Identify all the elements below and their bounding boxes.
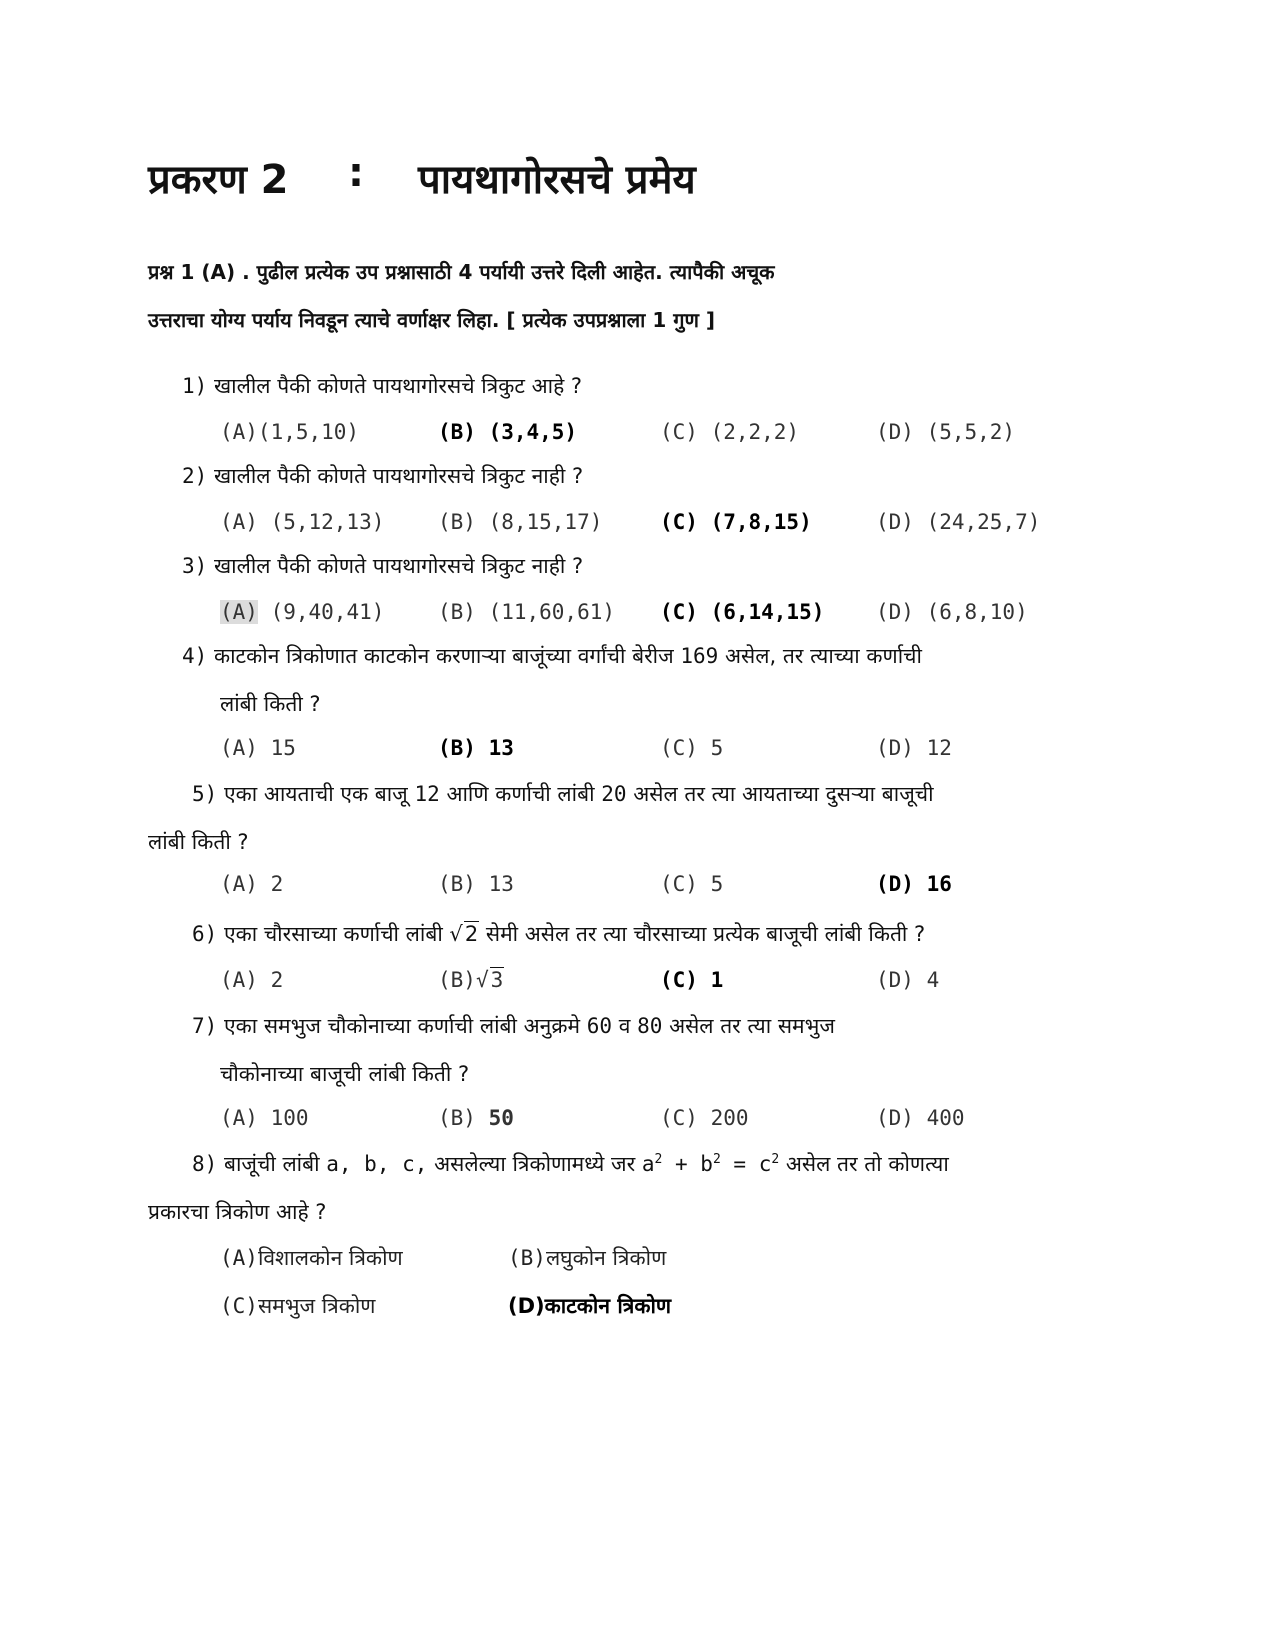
question-value-b: 20 — [601, 782, 627, 806]
option-d: (D) (24,25,7) — [876, 510, 1041, 534]
option-c-correct: (C) 1 — [660, 968, 724, 992]
equation: $a^2 + b^2 = c^2$ — [641, 1152, 780, 1176]
chapter-label: प्रकरण 2 — [148, 157, 289, 203]
question-5 — [192, 780, 934, 808]
option-a: (A) 2 — [220, 968, 284, 992]
sqrt-radicand: 2 — [464, 922, 479, 946]
question-text-b: असलेल्या त्रिकोणामध्ये जर — [434, 1152, 636, 1176]
question-value: 169 — [680, 644, 719, 668]
option-d-correct: (D) 16 — [876, 872, 952, 896]
sqrt-radicand: 3 — [490, 968, 504, 992]
question-1 — [182, 372, 582, 400]
option-b: (B)√3 — [438, 968, 504, 992]
option-c: (C) 200 — [660, 1106, 749, 1130]
option-a: (A) 15 — [220, 736, 296, 760]
instruction-line-1: प्रश्न 1 (A) . पुढील प्रत्येक उप प्रश्नासाठी 4 पर्यायी उत्तरे दिली आहेत. त्यापैकी अचूक — [148, 260, 775, 284]
option-a: (A) 2 — [220, 872, 284, 896]
question-text-c: असेल तर त्या समभुज — [669, 1014, 835, 1038]
question-text: काटकोन त्रिकोणात काटकोन करणाऱ्या बाजूंच्या वर्गांची बेरीज — [213, 644, 674, 668]
question-6 — [192, 920, 925, 948]
option-c: (C) (2,2,2) — [660, 420, 800, 444]
option-d: (D) 4 — [876, 968, 940, 992]
question-text-a: एका आयताची एक बाजू — [223, 782, 408, 806]
option-a: (A)(1,5,10) — [220, 420, 360, 444]
question-value-a: 12 — [414, 782, 440, 806]
chapter-colon: : — [348, 150, 364, 196]
option-b: (B) (11,60,61) — [438, 600, 616, 624]
question-value-b: 80 — [637, 1014, 663, 1038]
question-number: 2) — [182, 464, 208, 488]
question-4-line-2: लांबी किती ? — [220, 692, 321, 716]
question-number: 5) — [192, 782, 218, 806]
question-number: 6) — [192, 922, 218, 946]
question-text-a: एका समभुज चौकोनाच्या कर्णाची लांबी अनुक्रमे — [223, 1014, 581, 1038]
question-8-line-2: प्रकारचा त्रिकोण आहे ? — [148, 1200, 327, 1224]
question-vars: a, b, c, — [326, 1152, 428, 1176]
option-d-correct: (D)काटकोन त्रिकोण — [508, 1294, 672, 1318]
option-a: (A)विशालकोन त्रिकोण — [220, 1246, 403, 1270]
option-a — [220, 600, 384, 624]
option-c: (C)समभुज त्रिकोण — [220, 1294, 376, 1318]
question-2 — [182, 462, 583, 490]
question-4 — [182, 642, 922, 670]
option-b-label: (B) — [438, 968, 476, 992]
option-b: (B) (8,15,17) — [438, 510, 603, 534]
question-text-c: असेल तर त्या आयताच्या दुसऱ्या बाजूची — [633, 782, 934, 806]
instruction-line-2: उत्तराचा योग्य पर्याय निवडून त्याचे वर्णाक्षर लिहा. [ प्रत्येक उपप्रश्नाला 1 गुण ] — [148, 308, 716, 332]
question-text-a: बाजूंची लांबी — [223, 1152, 320, 1176]
option-b-correct: (B) 13 — [438, 736, 514, 760]
question-number: 1) — [182, 374, 208, 398]
question-text: खालील पैकी कोणते पायथागोरसचे त्रिकुट आहे ? — [213, 374, 583, 398]
option-d: (D) 400 — [876, 1106, 965, 1130]
question-value-a: 60 — [586, 1014, 613, 1038]
question-text-a: एका चौरसाच्या कर्णाची लांबी √ — [223, 922, 463, 946]
chapter-title: पायथागोरसचे प्रमेय — [418, 157, 696, 203]
option-b-label: (B) — [438, 1106, 476, 1130]
option-b: (B)लघुकोन त्रिकोण — [508, 1246, 667, 1270]
question-text-b: सेमी असेल तर त्या चौरसाच्या प्रत्येक बाजूची लांबी किती ? — [485, 922, 926, 946]
question-text: खालील पैकी कोणते पायथागोरसचे त्रिकुट नाही ? — [213, 464, 584, 488]
option-b: (B) 13 — [438, 872, 514, 896]
question-number: 4) — [182, 644, 208, 668]
question-7 — [192, 1012, 835, 1040]
option-c: (C) 5 — [660, 736, 724, 760]
question-text-b: आणि कर्णाची लांबी — [446, 782, 595, 806]
question-8 — [192, 1150, 949, 1178]
question-number: 8) — [192, 1152, 218, 1176]
question-number: 3) — [182, 554, 208, 578]
highlighted-label: (A) — [220, 600, 258, 624]
question-text-c: असेल तर तो कोणत्या — [785, 1152, 949, 1176]
option-b-value: 50 — [488, 1106, 514, 1130]
question-number: 7) — [192, 1014, 218, 1038]
option-a: (A) (5,12,13) — [220, 510, 385, 534]
question-text-after: असेल, तर त्याच्या कर्णाची — [725, 644, 922, 668]
question-text-b: व — [618, 1014, 631, 1038]
option-c: (C) 5 — [660, 872, 724, 896]
option-b-correct — [438, 1106, 514, 1130]
question-7-line-2: चौकोनाच्या बाजूची लांबी किती ? — [220, 1062, 470, 1086]
option-c-correct: (C) (6,14,15) — [660, 600, 825, 624]
question-5-line-2: लांबी किती ? — [148, 830, 249, 854]
option-b-correct: (B) (3,4,5) — [438, 420, 578, 444]
option-d: (D) 12 — [876, 736, 952, 760]
question-text: खालील पैकी कोणते पायथागोरसचे त्रिकुट नाही ? — [213, 554, 584, 578]
option-a: (A) 100 — [220, 1106, 309, 1130]
option-c-correct: (C) (7,8,15) — [660, 510, 812, 534]
question-3 — [182, 552, 583, 580]
option-a-value: (9,40,41) — [257, 600, 385, 624]
option-d: (D) (5,5,2) — [876, 420, 1016, 444]
option-d: (D) (6,8,10) — [876, 600, 1028, 624]
